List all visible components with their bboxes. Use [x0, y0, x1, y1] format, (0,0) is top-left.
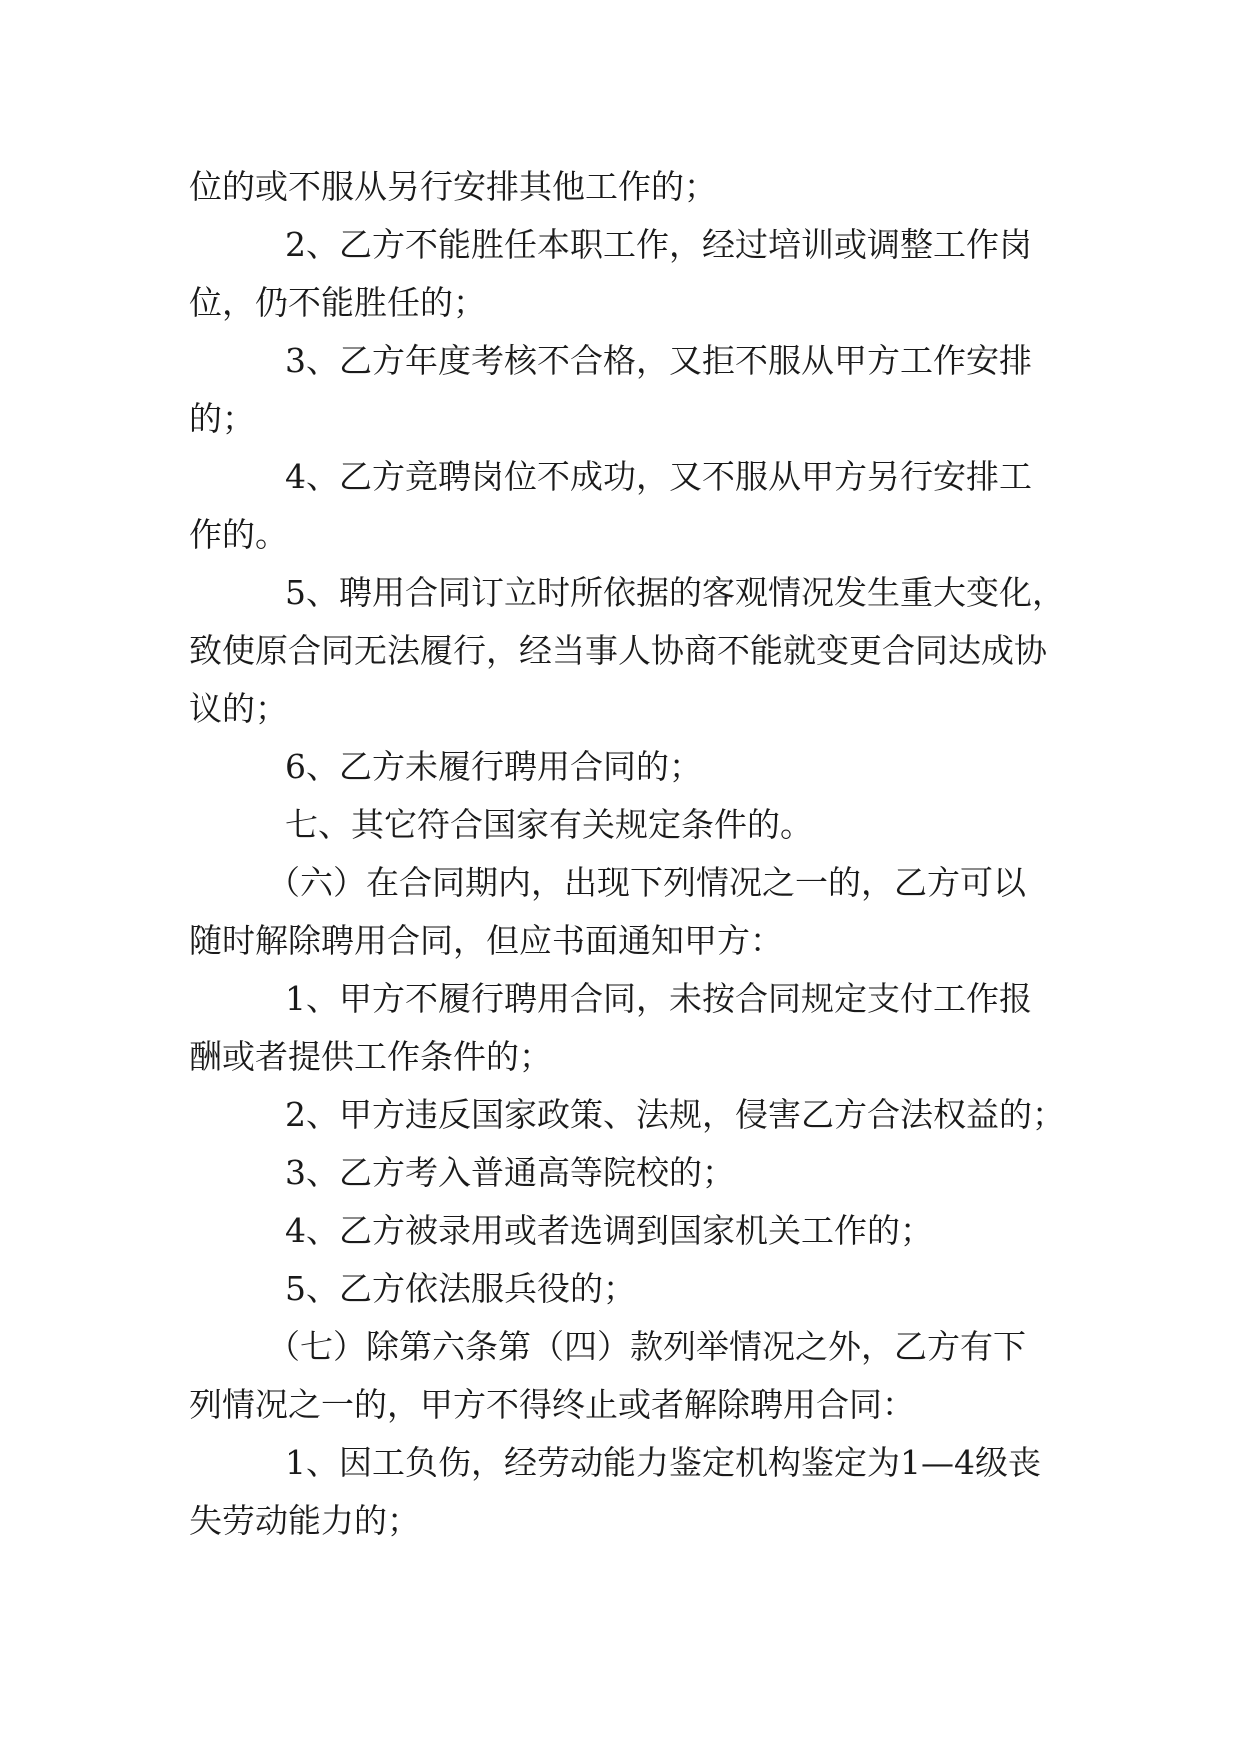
text-line: 位的或不服从另行安排其他工作的； — [189, 167, 717, 206]
text-line: 1、甲方不履行聘用合同，未按合同规定支付工作报 — [285, 979, 1032, 1018]
text-line: （七）除第六条第（四）款列举情况之外，乙方有下 — [267, 1327, 1026, 1366]
text-line: 位，仍不能胜任的； — [189, 283, 486, 322]
text-line: 七、其它符合国家有关规定条件的。 — [285, 805, 813, 844]
text-line: 的； — [189, 399, 255, 438]
text-line: （六）在合同期内，出现下列情况之一的，乙方可以 — [267, 863, 1026, 902]
text-line: 4、乙方竞聘岗位不成功，又不服从甲方另行安排工 — [285, 457, 1032, 496]
text-line: 1、因工负伤，经劳动能力鉴定机构鉴定为1—4级丧 — [285, 1443, 1041, 1482]
text-line: 致使原合同无法履行，经当事人协商不能就变更合同达成协 — [189, 631, 1047, 670]
text-line: 作的。 — [189, 515, 288, 554]
text-line: 2、乙方不能胜任本职工作，经过培训或调整工作岗 — [285, 225, 1032, 264]
text-line: 3、乙方考入普通高等院校的； — [285, 1153, 735, 1192]
text-line: 3、乙方年度考核不合格，又拒不服从甲方工作安排 — [285, 341, 1032, 380]
text-line: 议的； — [189, 689, 288, 728]
text-line: 列情况之一的，甲方不得终止或者解除聘用合同： — [189, 1385, 915, 1424]
text-line: 酬或者提供工作条件的； — [189, 1037, 552, 1076]
text-line: 随时解除聘用合同，但应书面通知甲方： — [189, 921, 783, 960]
text-line: 6、乙方未履行聘用合同的； — [285, 747, 702, 786]
text-line: 2、甲方违反国家政策、法规，侵害乙方合法权益的； — [285, 1095, 1065, 1134]
text-line: 5、乙方依法服兵役的； — [285, 1269, 636, 1308]
text-line: 5、聘用合同订立时所依据的客观情况发生重大变化， — [285, 573, 1065, 612]
document-body — [189, 158, 1069, 1550]
text-line: 4、乙方被录用或者选调到国家机关工作的； — [285, 1211, 933, 1250]
text-line: 失劳动能力的； — [189, 1501, 420, 1540]
